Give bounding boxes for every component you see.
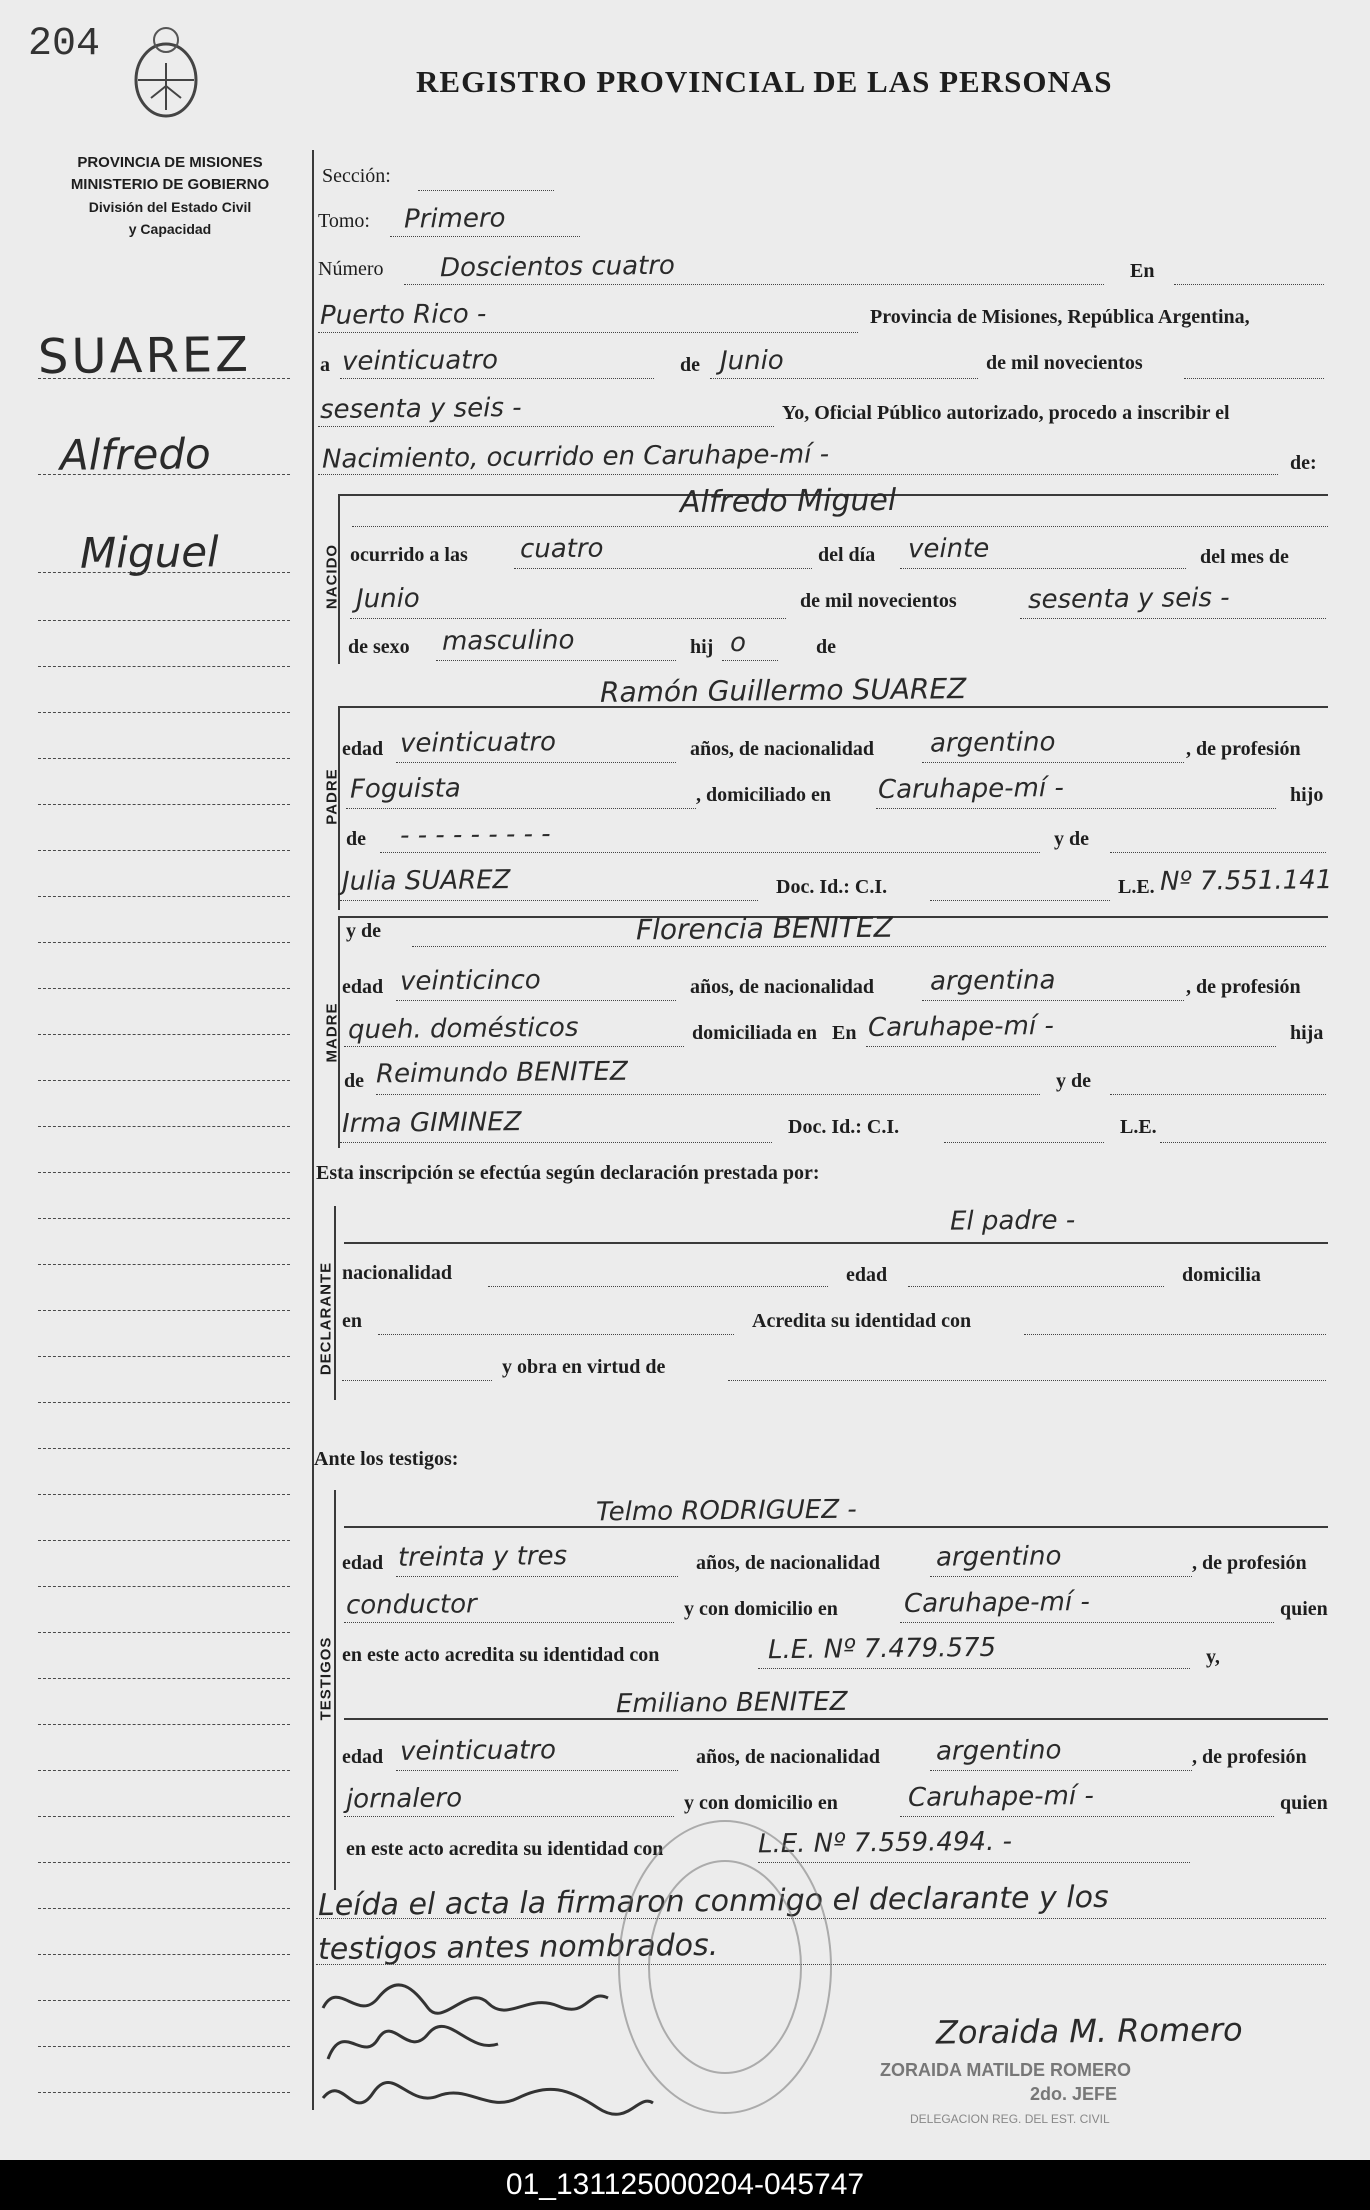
- margin-ruled-line: [38, 1908, 290, 1909]
- de-mil-label: de mil novecientos: [986, 352, 1143, 374]
- t1-doc-value: L.E. Nº 7.479.575: [767, 1632, 997, 1666]
- margin-ruled-line: [38, 850, 290, 851]
- hij-de-label: de: [816, 636, 836, 658]
- madre-le-label: L.E.: [1120, 1116, 1157, 1138]
- margin-ruled-line: [38, 1448, 290, 1449]
- padre-nac-value: argentino: [929, 727, 1056, 759]
- margin-first-name: Alfredo: [59, 429, 211, 480]
- t2-edad-value: veinticuatro: [399, 1735, 557, 1767]
- margin-ruled-line: [38, 1862, 290, 1863]
- del-dia-label: del día: [818, 544, 876, 566]
- dia-value: veinticuatro: [341, 345, 499, 377]
- margin-ruled-line: [38, 1034, 290, 1035]
- t2-prof-value: jornalero: [345, 1783, 463, 1815]
- nacionalidad-label: nacionalidad: [342, 1262, 453, 1284]
- t2-anos-label: años, de nacionalidad: [696, 1746, 880, 1768]
- madre-madre-value: Irma GIMINEZ: [341, 1107, 522, 1139]
- margin-ruled-line: [38, 1494, 290, 1495]
- padre-le-label: L.E.: [1118, 876, 1155, 898]
- de-sexo-label: de sexo: [348, 636, 410, 658]
- de-label: de: [680, 354, 700, 376]
- t1-y-label: y,: [1206, 1646, 1220, 1668]
- padre-madre-value: Julia SUAREZ: [341, 865, 511, 897]
- madre-yde-label: y de: [1056, 1070, 1091, 1092]
- del-mes-label: del mes de: [1200, 546, 1289, 568]
- t2-dom-value: Caruhape-mí -: [907, 1781, 1094, 1813]
- margin-ruled-line: [38, 1816, 290, 1817]
- edad-d-label: edad: [846, 1264, 888, 1286]
- margin-ruled-line: [38, 804, 290, 805]
- y-obra-label: y obra en virtud de: [502, 1356, 666, 1378]
- margin-ruled-line: [38, 1724, 290, 1725]
- nacido-section-label: NACIDO: [323, 543, 341, 610]
- padre-yde-label: y de: [1054, 828, 1089, 850]
- margin-ruled-line: [38, 896, 290, 897]
- tomo-label: Tomo:: [318, 210, 370, 232]
- t1-prof-label: , de profesión: [1192, 1552, 1307, 1574]
- official-signature: Zoraida M. Romero: [935, 2010, 1243, 2052]
- coat-of-arms-emblem: [126, 18, 206, 128]
- anio-value: sesenta y seis -: [319, 392, 522, 426]
- t1-nac-value: argentino: [935, 1541, 1062, 1573]
- de-mil-nov-label: de mil novecientos: [800, 590, 957, 612]
- t2-quien-label: quien: [1280, 1792, 1328, 1814]
- madre-en-label: En: [832, 1022, 857, 1044]
- margin-ruled-line: [38, 1172, 290, 1173]
- padre-dom-label: , domiciliado en: [696, 784, 832, 806]
- madre-dom-value: Caruhape-mí -: [867, 1011, 1054, 1043]
- margin-surname: SUAREZ: [37, 326, 252, 386]
- madre-section-label: MADRE: [323, 1002, 341, 1063]
- witness2-signature: [318, 2068, 658, 2128]
- madre-padre-value: Reimundo BENITEZ: [375, 1056, 628, 1090]
- mes-nac-value: Junio: [355, 583, 420, 615]
- witness1-signature: [318, 2014, 518, 2074]
- madre-hija-label: hija: [1290, 1022, 1324, 1044]
- padre-section-label: PADRE: [323, 768, 341, 825]
- closing-line-2: testigos antes nombrados.: [317, 1927, 719, 1968]
- margin-ruled-line: [38, 712, 290, 713]
- testigo2-name: Emiliano BENITEZ: [615, 1686, 848, 1720]
- margin-ruled-line: [38, 1954, 290, 1955]
- ocurrido-label: ocurrido a las: [350, 544, 468, 566]
- org-line: PROVINCIA DE MISIONES: [77, 154, 263, 171]
- hij-suffix: o: [729, 627, 747, 659]
- t2-prof-label: , de profesión: [1192, 1746, 1307, 1768]
- padre-prof-value: Foguista: [349, 773, 461, 805]
- hora-value: cuatro: [519, 533, 604, 565]
- madre-nac-value: argentina: [929, 965, 1056, 997]
- madre-prof-label: , de profesión: [1186, 976, 1301, 998]
- padre-dom-value: Caruhape-mí -: [877, 773, 1064, 805]
- madre-de-label: de: [344, 1070, 364, 1092]
- testigos-section-label: TESTIGOS: [317, 1636, 335, 1721]
- t1-anos-label: años, de nacionalidad: [696, 1552, 880, 1574]
- tomo-value: Primero: [403, 203, 506, 235]
- madre-anos-label: años, de nacionalidad: [690, 976, 874, 998]
- margin-ruled-line: [38, 942, 290, 943]
- madre-doc-label: Doc. Id.: C.I.: [788, 1116, 900, 1138]
- record-number: 204: [28, 22, 101, 67]
- margin-border: [312, 150, 314, 2110]
- provincia-text: Provincia de Misiones, República Argentina,: [870, 306, 1250, 328]
- madre-edad-value: veinticinco: [399, 965, 541, 997]
- declarante-section-label: DECLARANTE: [317, 1261, 335, 1376]
- stamp-line-3: DELEGACION REG. DEL EST. CIVIL: [910, 2112, 1110, 2126]
- document-code-footer: 01_131125000204-045747: [0, 2160, 1370, 2210]
- margin-second-name: Miguel: [79, 527, 219, 578]
- t2-doc-value: L.E. Nº 7.559.494. -: [757, 1826, 1013, 1860]
- t2-dom-label: y con domicilio en: [684, 1792, 838, 1814]
- en-d-label: en: [342, 1310, 362, 1332]
- margin-ruled-line: [38, 1080, 290, 1081]
- yo-oficial-text: Yo, Oficial Público autorizado, procedo a inscribir el: [782, 402, 1230, 424]
- margin-ruled-line: [38, 1402, 290, 1403]
- margin-ruled-line: [38, 1356, 290, 1357]
- t1-acto-label: en este acto acredita su identidad con: [342, 1644, 660, 1666]
- nacido-name: Alfredo Miguel: [679, 482, 897, 521]
- declarante-value: El padre -: [949, 1205, 1076, 1237]
- margin-ruled-line: [38, 1540, 290, 1541]
- padre-name: Ramón Guillermo SUAREZ: [599, 672, 967, 709]
- inscripcion-text: Esta inscripción se efectúa según declaración prestada por:: [316, 1162, 820, 1184]
- padre-anos-label: años, de nacionalidad: [690, 738, 874, 760]
- margin-ruled-line: [38, 2000, 290, 2001]
- madre-dom-label: domiciliada en: [692, 1022, 818, 1044]
- a-label: a: [320, 354, 330, 376]
- t1-dom-value: Caruhape-mí -: [903, 1587, 1090, 1619]
- t1-dom-label: y con domicilio en: [684, 1598, 838, 1620]
- t1-edad-value: treinta y tres: [397, 1541, 568, 1573]
- padre-de-label: de: [346, 828, 366, 850]
- acredita-label: Acredita su identidad con: [752, 1310, 972, 1332]
- t2-edad-label: edad: [342, 1746, 384, 1768]
- page-title: REGISTRO PROVINCIAL DE LAS PERSONAS: [416, 64, 1113, 99]
- padre-hijo-label: hijo: [1290, 784, 1324, 806]
- margin-ruled-line: [38, 1264, 290, 1265]
- margin-ruled-line: [38, 1310, 290, 1311]
- sexo-value: masculino: [441, 625, 575, 657]
- lugar-value: Puerto Rico -: [319, 299, 487, 331]
- org-line: División del Estado Civil: [88, 199, 252, 215]
- mes-value: Junio: [719, 345, 784, 377]
- ante-testigos-text: Ante los testigos:: [314, 1448, 459, 1470]
- padre-de-value: - - - - - - - - -: [399, 819, 551, 851]
- madre-name: Florencia BENITEZ: [635, 910, 893, 947]
- org-line: y Capacidad: [128, 221, 212, 237]
- margin-ruled-line: [38, 1770, 290, 1771]
- margin-ruled-line: [38, 2092, 290, 2093]
- margin-ruled-line: [38, 620, 290, 621]
- t1-edad-label: edad: [342, 1552, 384, 1574]
- numero-value: Doscientos cuatro: [439, 250, 676, 284]
- margin-ruled-line: [38, 988, 290, 989]
- margin-ruled-line: [38, 1678, 290, 1679]
- inscribir-value: Nacimiento, ocurrido en Caruhape-mí -: [321, 439, 830, 475]
- padre-edad-value: veinticuatro: [399, 727, 557, 759]
- t2-acto-label: en este acto acredita su identidad con: [346, 1838, 664, 1860]
- closing-line-1: Leída el acta la firmaron conmigo el declarante y los: [317, 1879, 1109, 1924]
- hij-label: hij: [690, 636, 714, 658]
- en-label: En: [1130, 260, 1155, 282]
- margin-ruled-line: [38, 1586, 290, 1587]
- margin-ruled-line: [38, 1218, 290, 1219]
- t1-prof-value: conductor: [345, 1589, 477, 1621]
- t1-quien-label: quien: [1280, 1598, 1328, 1620]
- org-line: MINISTERIO DE GOBIERNO: [70, 176, 270, 193]
- margin-ruled-line: [38, 666, 290, 667]
- madre-edad-label: edad: [342, 976, 384, 998]
- margin-ruled-line: [38, 1632, 290, 1633]
- testigo1-name: Telmo RODRIGUEZ -: [595, 1494, 857, 1528]
- stamp-line-1: ZORAIDA MATILDE ROMERO: [880, 2060, 1131, 2080]
- domicilia-label: domicilia: [1182, 1264, 1261, 1286]
- margin-ruled-line: [38, 2046, 290, 2047]
- padre-doc-label: Doc. Id.: C.I.: [776, 876, 888, 898]
- padre-prof-label: , de profesión: [1186, 738, 1301, 760]
- de-colon-label: de:: [1290, 452, 1317, 474]
- margin-ruled-line: [38, 1126, 290, 1127]
- madre-prof-value: queh. domésticos: [347, 1012, 579, 1046]
- issuing-office: [40, 152, 300, 240]
- padre-edad-label: edad: [342, 738, 384, 760]
- seccion-label: Sección:: [322, 165, 391, 187]
- margin-ruled-line: [38, 758, 290, 759]
- t2-nac-value: argentino: [935, 1735, 1062, 1767]
- anio-nac-value: sesenta y seis -: [1027, 582, 1230, 616]
- dia-nac-value: veinte: [907, 533, 990, 565]
- numero-label: Número: [318, 258, 384, 280]
- padre-le-value: Nº 7.551.141: [1159, 865, 1333, 897]
- stamp-line-2: 2do. JEFE: [1030, 2084, 1118, 2104]
- madre-yde-top: y de: [346, 920, 381, 942]
